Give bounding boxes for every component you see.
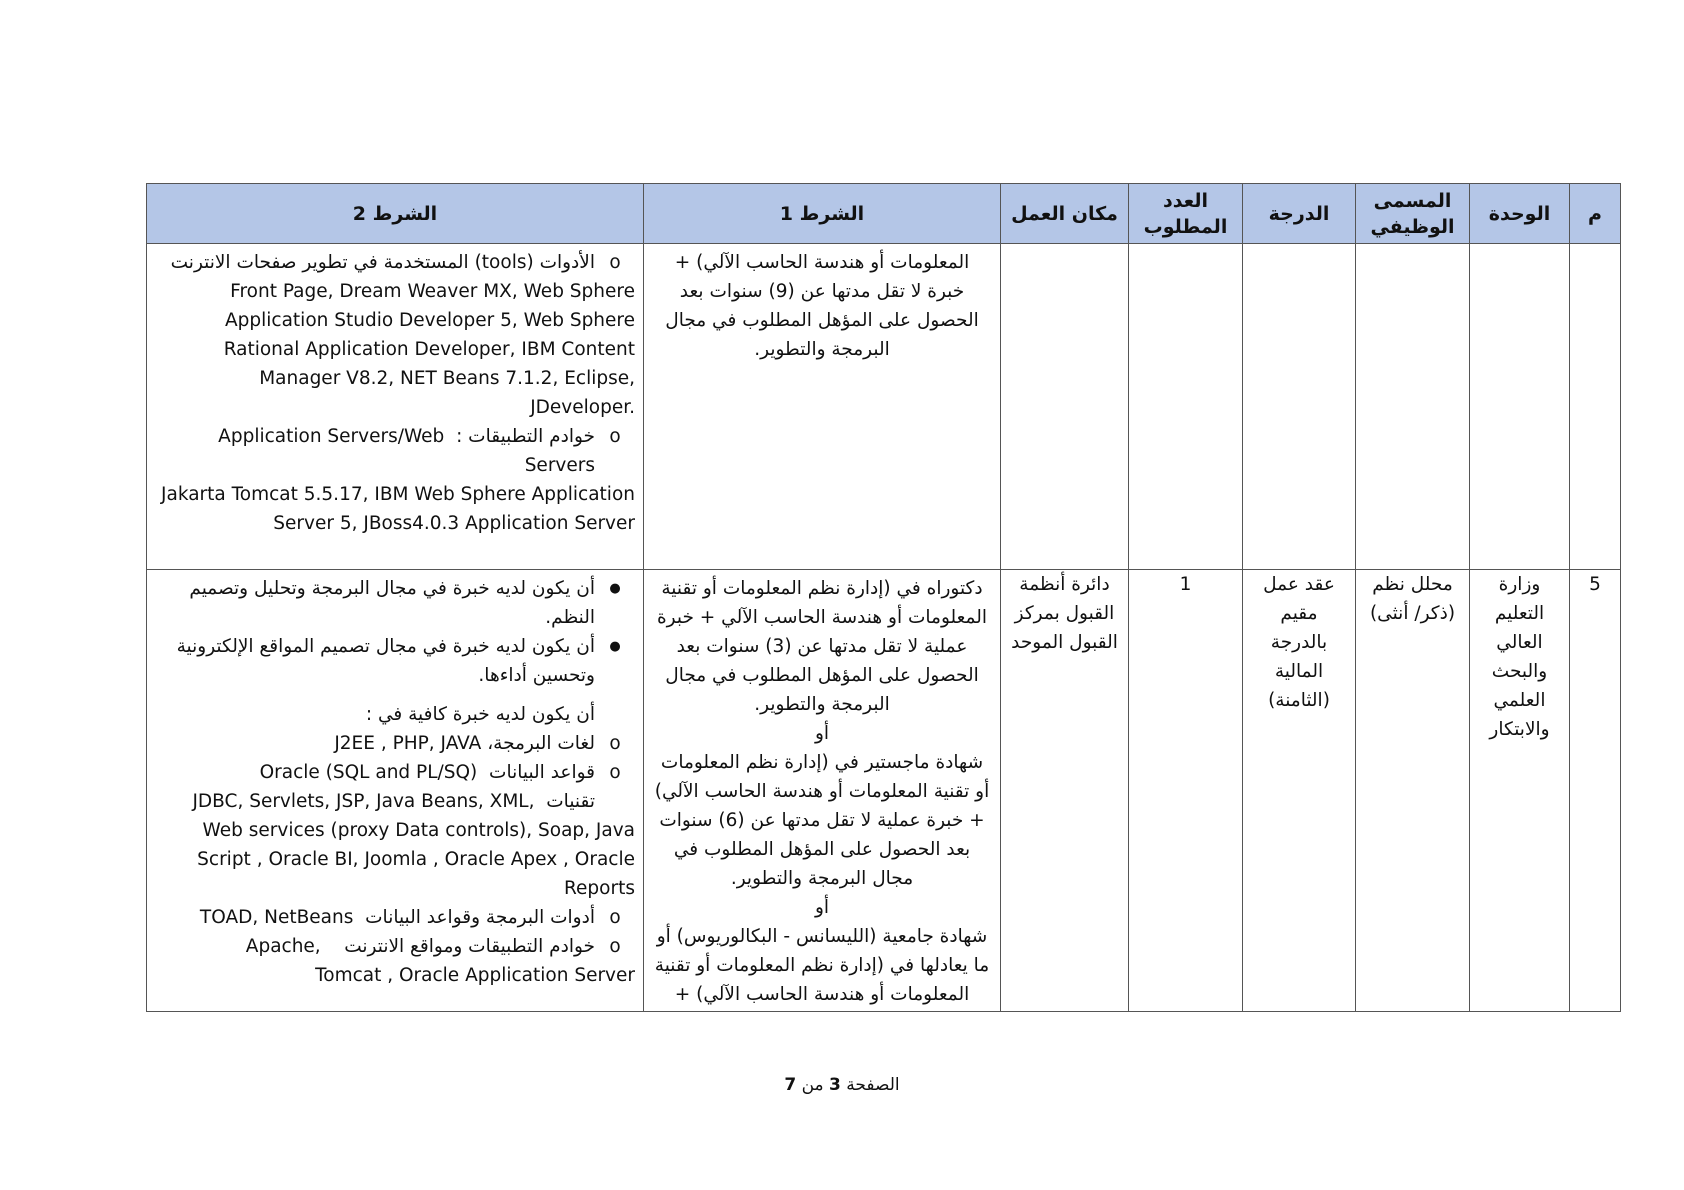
- row1-tools-list: Front Page, Dream Weaver MX, Web Sphere Application Studio Developer 5, Web Sphere Rational Application Developer, IBM Content Manager V8.2, NET Beans 7.1.2, Eclipse, JDeveloper.: [223, 281, 635, 418]
- row1-servers-item: [155, 422, 635, 480]
- row1-condition-1-cell: [644, 244, 1001, 570]
- row2-location-cell: [1001, 570, 1129, 1012]
- row2-title-cell: [1356, 570, 1470, 1012]
- footer-total-pages: 7: [784, 1075, 797, 1095]
- row1-tools-text: الأدوات (tools) المستخدمة في تطوير صفحات الانترنت: [170, 252, 595, 273]
- row2-condition-1-bachelor: شهادة جامعية (الليسانس - البكالوريوس) أو ما يعادلها في (إدارة نظم المعلومات أو تقنية المعلومات أو هندسة الحاسب الآلي) +: [654, 926, 990, 1005]
- row1-grade-cell: [1243, 244, 1356, 570]
- row2-tech-ar: تقنيات: [546, 791, 595, 812]
- row1-serial-cell: [1570, 244, 1621, 570]
- row2-tools-en: TOAD, NetBeans: [199, 907, 354, 928]
- row2-grade: عقد عمل مقيم بالدرجة المالية (الثامنة): [1263, 574, 1335, 711]
- header-job-title-line2: الوظيفي: [1370, 215, 1455, 238]
- row2-lang-item: [155, 729, 635, 758]
- row2-bullet-2-text: أن يكون لديه خبرة في مجال تصميم المواقع الإلكترونية وتحسين أداءها.: [176, 636, 595, 686]
- header-row: [147, 184, 1621, 244]
- row1-servers-list: Jakarta Tomcat 5.5.17, IBM Web Sphere Application Server 5, JBoss4.0.3 Application Server: [161, 484, 635, 534]
- list-marker: o: [609, 762, 621, 783]
- header-unit: الوحدة: [1470, 184, 1570, 244]
- header-grade: الدرجة: [1243, 184, 1356, 244]
- row2-bullet-1-text: أن يكون لديه خبرة في مجال البرمجة وتحليل وتصميم النظم.: [189, 578, 595, 628]
- header-condition-2: الشرط 2: [147, 184, 644, 244]
- row2-servers-list: Tomcat , Oracle Application Server: [315, 965, 635, 986]
- row2-tech-en: JDBC, Servlets, JSP, Java Beans, XML,: [192, 791, 535, 812]
- row2-bullet-2: [155, 632, 635, 690]
- row2-lang-en: J2EE , PHP, JAVA: [334, 733, 482, 754]
- header-required-count-line1: العدد: [1162, 189, 1209, 212]
- row1-servers-line: [155, 422, 595, 480]
- row2-or-1: أو: [814, 723, 830, 744]
- row2-condition-2-cell: [147, 570, 644, 1012]
- header-serial: م: [1570, 184, 1621, 244]
- row2-unit-cell: [1470, 570, 1570, 1012]
- job-requirements-table: [146, 183, 1621, 1012]
- row1-location-cell: [1001, 244, 1129, 570]
- row1-condition-2-cell: [147, 244, 644, 570]
- row2-or-2: أو: [814, 897, 830, 918]
- table-row: [147, 244, 1621, 570]
- row2-db-en: Oracle (SQL and PL/SQ): [259, 762, 478, 783]
- footer-of-word: من: [801, 1075, 824, 1095]
- row1-condition-1-text: المعلومات أو هندسة الحاسب الآلي) + خبرة لا تقل مدتها عن (9) سنوات بعد الحصول على المؤهل المطلوب في مجال البرمجة والتطوير.: [665, 252, 979, 360]
- row2-job-title: محلل نظم (ذكر/ أنثى): [1369, 574, 1456, 624]
- bullet-marker: ●: [609, 581, 621, 596]
- list-marker: o: [609, 426, 621, 447]
- row2-tech-list: Web services (proxy Data controls), Soap, Java Script , Oracle BI, Joomla , Oracle Apex , Oracle Reports: [197, 820, 635, 899]
- header-condition-1: الشرط 1: [644, 184, 1001, 244]
- row2-servers-ar: خوادم التطبيقات ومواقع الانترنت: [344, 936, 595, 957]
- list-marker: o: [609, 936, 621, 957]
- row2-serial-cell: [1570, 570, 1621, 1012]
- row2-condition-1-doctorate: دكتوراه في (إدارة نظم المعلومات أو تقنية المعلومات أو هندسة الحاسب الآلي + خبرة عملية لا تقل مدتها عن (3) سنوات بعد الحصول على المؤهل المطلوب في مجال البرمجة والتطوير.: [656, 578, 988, 715]
- row2-intro: أن يكون لديه خبرة كافية في :: [365, 704, 595, 725]
- row2-servers-en: Apache,: [245, 936, 321, 957]
- list-marker: o: [609, 733, 621, 754]
- header-job-title: [1356, 184, 1470, 244]
- header-work-location: مكان العمل: [1001, 184, 1129, 244]
- row1-servers-en: Application Servers/Web Servers: [218, 426, 595, 476]
- row2-serial: 5: [1589, 574, 1601, 595]
- header-job-title-line1: المسمى: [1373, 189, 1452, 212]
- list-marker: o: [609, 907, 621, 928]
- table-row: [147, 570, 1621, 1012]
- row2-db-item: [155, 758, 635, 787]
- row2-db-ar: قواعد البيانات: [489, 762, 595, 783]
- list-marker: o: [609, 252, 621, 273]
- row2-servers-item: [155, 932, 635, 961]
- row2-bullet-1: [155, 574, 635, 632]
- header-required-count: [1129, 184, 1243, 244]
- row2-location: دائرة أنظمة القبول بمركز القبول الموحد: [1011, 574, 1118, 653]
- row2-tech-item: [155, 787, 635, 816]
- row2-count-cell: [1129, 570, 1243, 1012]
- bullet-marker: ●: [609, 639, 621, 654]
- page-number-footer: [0, 1075, 1684, 1095]
- row1-tools-item: [155, 248, 635, 277]
- row2-unit: وزارة التعليم العالي والبحث العلمي والابتكار: [1489, 574, 1550, 740]
- row2-condition-1-masters: شهادة ماجستير في (إدارة نظم المعلومات أو تقنية المعلومات أو هندسة الحاسب الآلي) + خبرة عملية لا تقل مدتها عن (6) سنوات بعد الحصول على المؤهل المطلوب في مجال البرمجة والتطوير.: [654, 752, 990, 889]
- footer-current-page: 3: [829, 1075, 841, 1095]
- row2-tools-ar: أدوات البرمجة وقواعد البيانات: [365, 907, 595, 928]
- row1-servers-ar: خوادم التطبيقات :: [456, 426, 595, 447]
- row1-unit-cell: [1470, 244, 1570, 570]
- footer-page-word: الصفحة: [846, 1075, 900, 1095]
- header-required-count-line2: المطلوب: [1143, 215, 1228, 238]
- row2-tools-item: [155, 903, 635, 932]
- row1-title-cell: [1356, 244, 1470, 570]
- row2-count: 1: [1179, 574, 1192, 595]
- row1-count-cell: [1129, 244, 1243, 570]
- row2-condition-1-cell: [644, 570, 1001, 1012]
- row2-grade-cell: [1243, 570, 1356, 1012]
- row2-lang-ar: لغات البرمجة،: [487, 733, 595, 754]
